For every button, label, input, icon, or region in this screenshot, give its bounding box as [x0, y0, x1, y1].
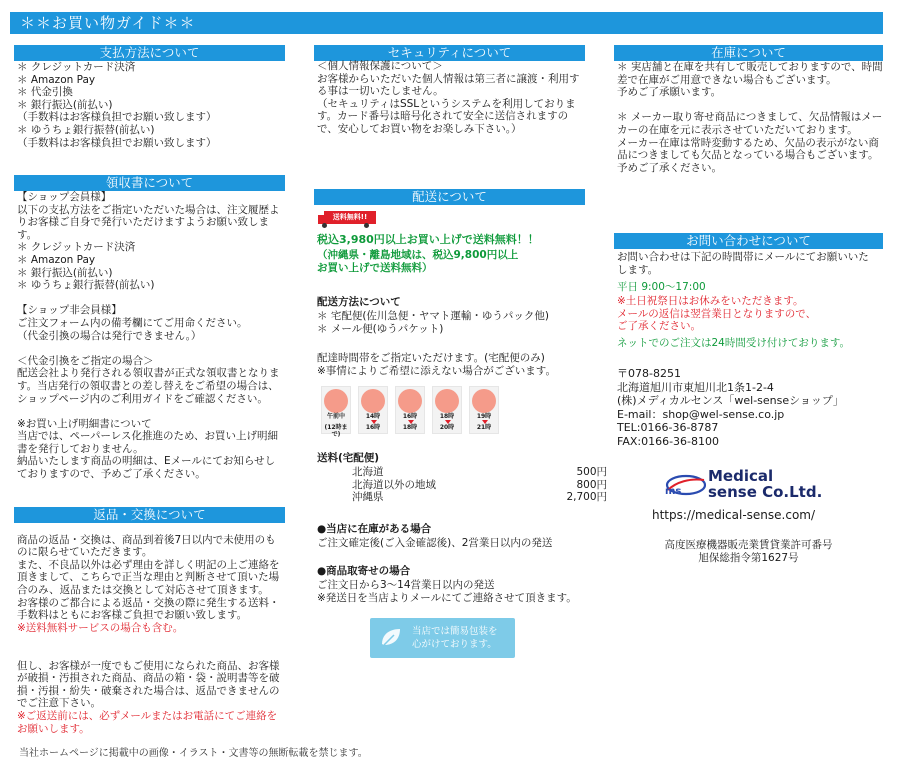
- returns-text-2: 但し、お客様が一度でもご使用になられた商品、お客様が破損・汚損された商品、商品の箱・袋・説明書等を破損・汚損・紛失・破棄された場合は、返品できませんのでご注意下さい。: [17, 659, 280, 710]
- company-url[interactable]: https://medical-sense.com/: [652, 508, 816, 522]
- security-header: セキュリティについて: [314, 45, 585, 61]
- shipping-fee-table: [352, 466, 607, 504]
- medical-sense-logo: [662, 468, 842, 502]
- returns-note-contact: ※ご返送前には、必ずメールまたはお電話にてご連絡をお願いします。: [17, 709, 278, 735]
- contact-body: お問い合わせは下記の時間帯にメールにてお願いいたします。: [617, 251, 869, 276]
- logo-name-line1: Medical: [708, 467, 774, 485]
- delivery-time-slots: [321, 386, 499, 438]
- business-hours: 平日 9:00～17:00: [617, 281, 706, 293]
- net-order-note: ネットでのご注文は24時間受け付けております。: [617, 337, 851, 349]
- fee-row: 沖縄県 2,700円: [352, 491, 607, 504]
- shipping-header: 配送について: [314, 189, 585, 205]
- order-title: ●商品取寄せの場合: [317, 565, 411, 577]
- license-info: 高度医療機器販売業賃貸業許可番号 旭保総指令第1627号: [664, 539, 833, 564]
- holiday-note: ※土日祝祭日はお休みをいただきます。 メールの返信は翌営業日となりますので、 ご了承ください。: [617, 295, 817, 333]
- payment-body: ＊ クレジットカード決済 ＊ Amazon Pay ＊ 代金引換 ＊ 銀行振込(前払い) （手数料はお客様負担でお願い致します） ＊ ゆうちょ銀行振替(前払い) （手数料はお客様負担でお願い致します）: [17, 61, 217, 149]
- time-slot: 19時 21時: [469, 386, 499, 434]
- returns-header: 返品・交換について: [14, 507, 285, 523]
- time-slot: 16時 18時: [395, 386, 425, 434]
- time-slot: 14時 16時: [358, 386, 388, 434]
- svg-text:ms: ms: [665, 486, 682, 497]
- stock-body: ＊ 実店舗と在庫を共有して販売しておりますので、時間差で在庫がご用意できない場合もございます。 予めご了承願います。 ＊ メーカー取り寄せ商品につきまして、欠品情報はメーカーの在庫を元に表示させていただいております。 メーカー在庫は常時変動するため、欠品の表示がない商品につきましても欠品となっている場合もございます。 予めご了承ください。: [617, 61, 883, 174]
- instock-body: ご注文確定後(ご入金確認後)、2営業日以内の発送: [317, 537, 553, 549]
- receipt-header: 領収書について: [14, 175, 285, 191]
- order-body: ご注文日から3～14営業日以内の発送 ※発送日を当店よりメールにてご連絡させて頂きます。: [317, 579, 577, 604]
- leaf-icon: [378, 626, 404, 650]
- copyright-footer: 当社ホームページに掲載中の画像・イラスト・文書等の無断転載を禁じます。: [19, 748, 368, 759]
- contact-header: お問い合わせについて: [614, 233, 883, 249]
- returns-note-free: ※送料無料サービスの場合も含む。: [17, 621, 184, 634]
- shipping-method-title: 配送方法について: [317, 296, 401, 308]
- free-shipping-text: 税込3,980円以上お買い上げで送料無料！！: [317, 233, 539, 246]
- company-address: 〒078-8251 北海道旭川市東旭川北1条1-2-4 (株)メディカルセンス「wel-senseショップ」 E-mail：shop@wel-sense.co.jp TEL:0166-36-8787 FAX:0166-36-8100: [617, 367, 844, 448]
- security-body: ＜個人情報保護について＞ お客様からいただいた個人情報は第三者に譲渡・利用する事は一切いたしません。 （セキュリティはSSLというシステムを利用しております。カード番号は暗号化されて安全に送信されますので、安心してお買い物をお楽しみ下さい。）: [317, 60, 580, 135]
- free-shipping-truck-icon: [318, 209, 380, 229]
- guide-banner: ＊＊お買い物ガイド＊＊: [10, 12, 883, 34]
- receipt-body: 【ショップ会員様】 以下の支払方法をご指定いただいた場合は、注文履歴よりお客様ご自身で発行いただけますようお願い致します。 ＊ クレジットカード決済 ＊ Amazon Pay ＊ 銀行振込(前払い) ＊ ゆうちょ銀行振替(前払い) 【ショップ非会員様】 ご注文フォーム内の備考欄にてご用命ください。 （代金引換の場合は発行できません。） ＜代金引換をご指定の場合＞ 配送会社より発行される領収書が正式な領収書となります。当店発行の領収書との差し替えをご希望の場合は、ショップページ内のご利用ガイドをご確認ください。 ※お買い上げ明細書について 当店では、ペーパーレス化推進のため、お買い上げ明細書を発行しておりません。 納品いたします商品の明細は、Eメールにてお知らせしておりますので、予めご了承ください。: [17, 191, 280, 481]
- payment-header: 支払方法について: [14, 45, 285, 61]
- ms-logo-icon: [662, 472, 706, 498]
- fee-row: 北海道以外の地域 800円: [352, 478, 607, 491]
- returns-body: [17, 521, 283, 735]
- shipping-methods: ＊ 宅配便(佐川急便・ヤマト運輸・ゆうパック他) ＊ メール便(ゆうパケット): [317, 310, 550, 335]
- instock-title: ●当店に在庫がある場合: [317, 523, 432, 535]
- simple-packaging-text: 当店では簡易包装を 心がけております。: [412, 626, 498, 650]
- returns-text-1: 商品の返品・交換は、商品到着後7日以内で未使用のものに限らせていただきます。 また、不良品以外は必ず理由を詳しく明記の上ご連絡を頂きまして、こちらで正当な理由と判断させて頂いた場合のみ、返品または交換として対応させて頂きます。 お客様のご都合による返品・交換の際に発生する送料・手数料はともにお客様ご負担でお願い致します。: [17, 533, 280, 622]
- time-slot: 午前中 (12時まで): [321, 386, 351, 434]
- shipping-fee-title: 送料(宅配便): [317, 452, 380, 464]
- free-shipping-remote-text: （沖縄県・離島地域は、税込9,800円以上 お買い上げで送料無料）: [317, 249, 519, 274]
- stock-header: 在庫について: [614, 45, 883, 61]
- delivery-time-note: 配達時間帯をご指定いただけます。(宅配便のみ) ※事情によりご希望に添えない場合がございます。: [317, 352, 556, 377]
- truck-label: 送料無料!!: [324, 211, 376, 224]
- fee-row: 北海道 500円: [352, 466, 607, 478]
- simple-packaging-banner: [370, 618, 515, 658]
- time-slot: 18時 20時: [432, 386, 462, 434]
- logo-name-line2: sense Co.Ltd.: [708, 483, 823, 501]
